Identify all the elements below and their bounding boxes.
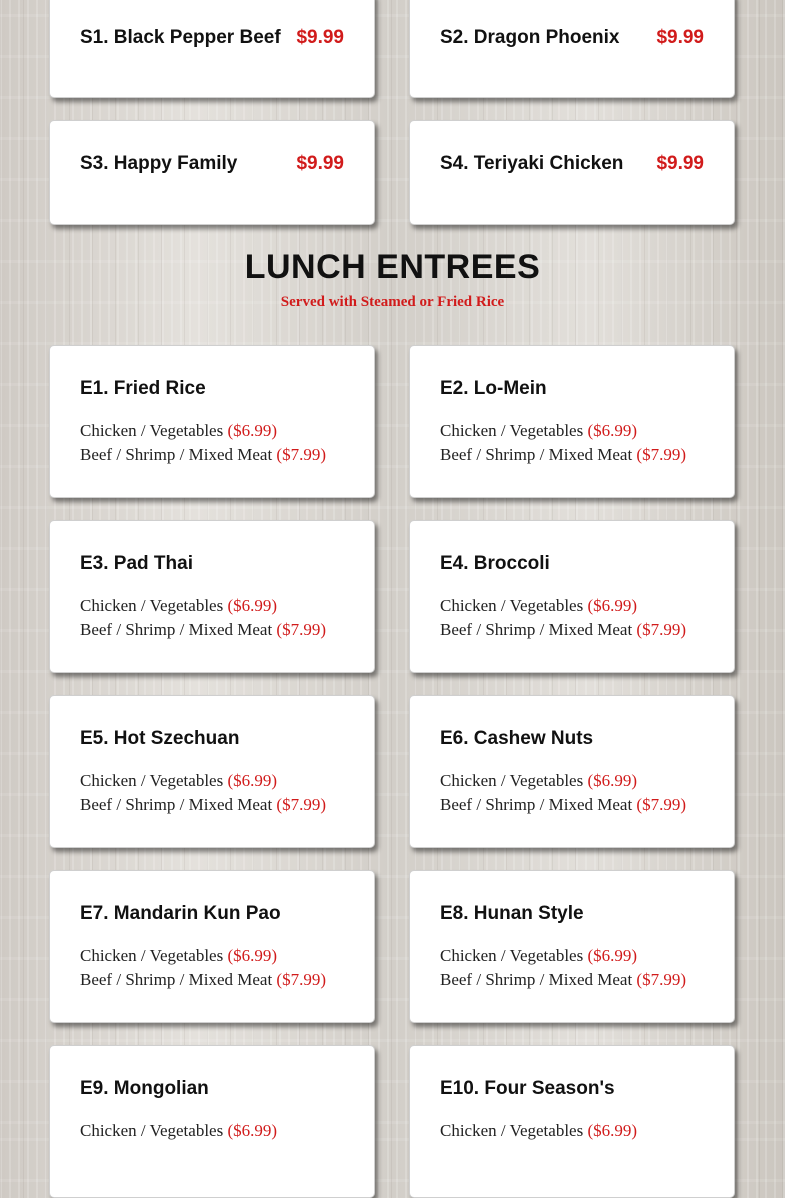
option-b-label: Beef / Shrimp / Mixed Meat: [440, 620, 633, 639]
special-name: S1. Black Pepper Beef: [80, 27, 281, 48]
entree-name: E4. Broccoli: [440, 553, 550, 574]
option-b-price: ($7.99): [636, 445, 686, 464]
entree-card[interactable]: [49, 345, 375, 498]
option-line-b: [440, 445, 686, 465]
option-b-label: Beef / Shrimp / Mixed Meat: [80, 795, 273, 814]
option-a-label: Chicken / Vegetables: [80, 1121, 224, 1140]
option-a-price: ($6.99): [587, 771, 638, 790]
option-line-b: [440, 795, 686, 815]
entree-card[interactable]: [409, 695, 735, 848]
option-b-price: ($7.99): [276, 445, 326, 464]
option-line-a: [80, 596, 277, 616]
entree-name: E7. Mandarin Kun Pao: [80, 903, 281, 924]
special-price: $9.99: [296, 27, 344, 48]
section-title: LUNCH ENTREES: [244, 248, 541, 286]
option-line-a: [80, 771, 277, 791]
option-a-label: Chicken / Vegetables: [80, 946, 224, 965]
option-a-price: ($6.99): [587, 1121, 638, 1140]
option-a-price: ($6.99): [227, 421, 278, 440]
option-a-label: Chicken / Vegetables: [80, 421, 224, 440]
entree-name: E6. Cashew Nuts: [440, 728, 594, 749]
option-a-label: Chicken / Vegetables: [440, 596, 584, 615]
option-a-label: Chicken / Vegetables: [80, 596, 224, 615]
entree-name: E3. Pad Thai: [80, 553, 193, 574]
option-b-label: Beef / Shrimp / Mixed Meat: [440, 445, 633, 464]
special-name: S3. Happy Family: [80, 153, 238, 174]
option-b-price: ($7.99): [636, 970, 686, 989]
option-a-price: ($6.99): [587, 946, 638, 965]
option-line-a: [440, 421, 637, 441]
section-subtitle: Served with Steamed or Fried Rice: [280, 294, 505, 310]
option-line-b: [440, 620, 686, 640]
special-name: S2. Dragon Phoenix: [440, 27, 620, 48]
entree-name: E9. Mongolian: [80, 1078, 209, 1099]
special-price: $9.99: [656, 153, 704, 174]
entree-card[interactable]: [49, 520, 375, 673]
option-a-label: Chicken / Vegetables: [440, 421, 584, 440]
special-card[interactable]: [409, 120, 735, 225]
special-card[interactable]: [49, 120, 375, 225]
option-a-price: ($6.99): [587, 596, 638, 615]
option-line-a: [80, 1121, 277, 1141]
option-line-b: [80, 620, 326, 640]
option-line-b: [80, 970, 326, 990]
option-line-b: [80, 445, 326, 465]
entree-name: E5. Hot Szechuan: [80, 728, 240, 749]
entree-card[interactable]: [49, 695, 375, 848]
option-a-price: ($6.99): [227, 1121, 278, 1140]
option-a-price: ($6.99): [227, 946, 278, 965]
option-b-label: Beef / Shrimp / Mixed Meat: [440, 795, 633, 814]
option-a-price: ($6.99): [227, 596, 278, 615]
special-card[interactable]: [49, 0, 375, 98]
option-line-b: [80, 795, 326, 815]
entree-name: E8. Hunan Style: [440, 903, 584, 924]
special-price: $9.99: [656, 27, 704, 48]
entree-card[interactable]: [409, 345, 735, 498]
option-b-price: ($7.99): [276, 970, 326, 989]
option-line-a: [440, 1121, 637, 1141]
entree-name: E1. Fried Rice: [80, 378, 206, 399]
entree-name: E10. Four Season's: [440, 1078, 615, 1099]
option-line-a: [440, 596, 637, 616]
option-b-price: ($7.99): [636, 620, 686, 639]
special-price: $9.99: [296, 153, 344, 174]
entree-card[interactable]: [49, 870, 375, 1023]
special-name: S4. Teriyaki Chicken: [440, 153, 624, 174]
option-a-label: Chicken / Vegetables: [440, 771, 584, 790]
option-a-price: ($6.99): [227, 771, 278, 790]
option-line-a: [80, 421, 277, 441]
option-b-label: Beef / Shrimp / Mixed Meat: [80, 970, 273, 989]
option-b-label: Beef / Shrimp / Mixed Meat: [440, 970, 633, 989]
option-a-label: Chicken / Vegetables: [440, 1121, 584, 1140]
option-line-a: [440, 946, 637, 966]
option-line-b: [440, 970, 686, 990]
entree-name: E2. Lo-Mein: [440, 378, 547, 399]
option-b-label: Beef / Shrimp / Mixed Meat: [80, 620, 273, 639]
entree-card[interactable]: [409, 870, 735, 1023]
option-line-a: [80, 946, 277, 966]
option-b-price: ($7.99): [636, 795, 686, 814]
option-a-price: ($6.99): [587, 421, 638, 440]
special-card[interactable]: [409, 0, 735, 98]
option-b-price: ($7.99): [276, 795, 326, 814]
entree-card[interactable]: [49, 1045, 375, 1198]
option-line-a: [440, 771, 637, 791]
option-b-price: ($7.99): [276, 620, 326, 639]
option-a-label: Chicken / Vegetables: [80, 771, 224, 790]
entree-card[interactable]: [409, 520, 735, 673]
option-b-label: Beef / Shrimp / Mixed Meat: [80, 445, 273, 464]
entree-card[interactable]: [409, 1045, 735, 1198]
option-a-label: Chicken / Vegetables: [440, 946, 584, 965]
